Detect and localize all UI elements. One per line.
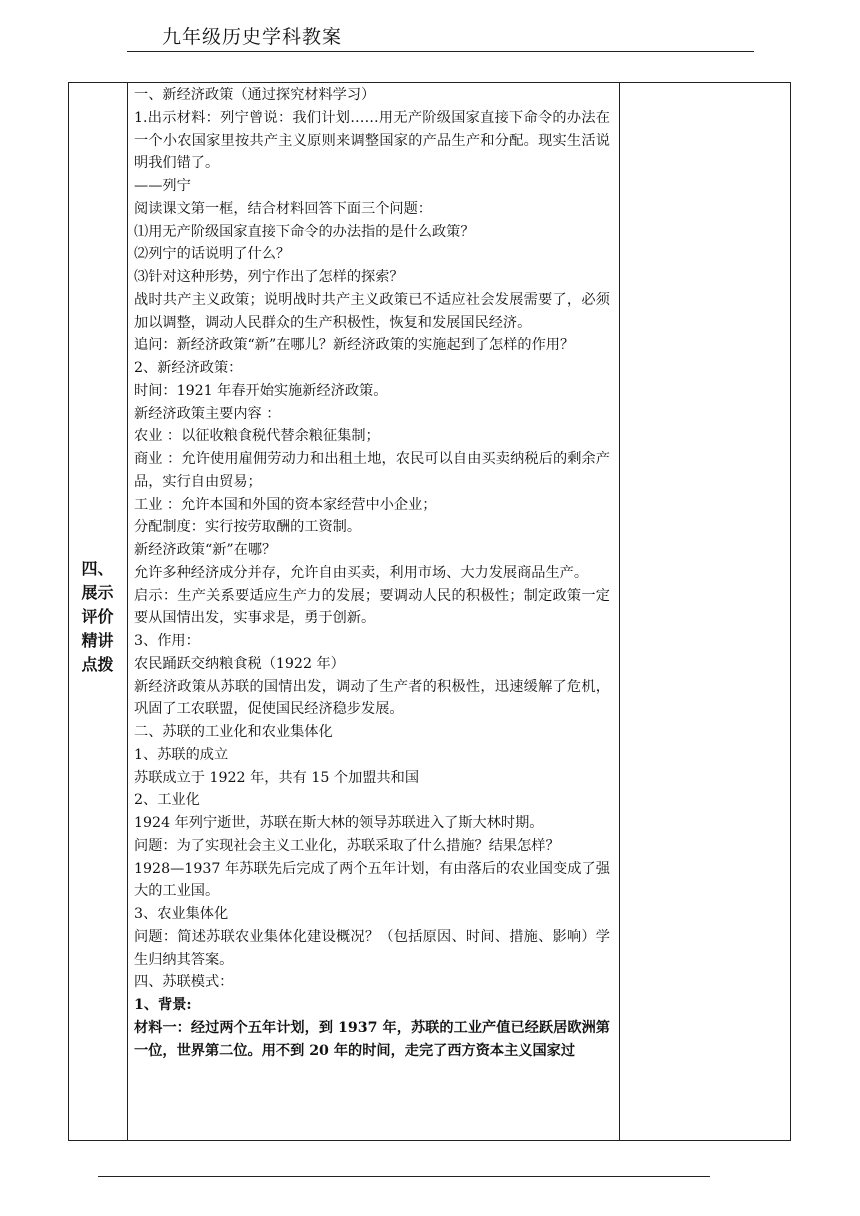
content-paragraph: 商业 ：允许使用雇佣劳动力和出租土地，农民可以自由买卖纳税后的剩余产品，实行自由贸易； [134,451,610,490]
section-label-line: 精讲 [81,631,114,650]
content-paragraph: ⑵列宁的话说明了什么？ [134,246,291,263]
content-paragraph: ⑴用无产阶级国家直接下命令的办法指的是什么政策？ [134,223,475,240]
lesson-content [134,84,610,1062]
content-paragraph: 阅读课文第一框，结合材料回答下面三个问题： [134,200,432,217]
content-paragraph: 1、苏联的成立 [134,746,229,763]
content-paragraph: 新经济政策“新”在哪？ [134,542,277,558]
content-paragraph: 1928—1937 年苏联先后完成了两个五年计划，有由落后的农业国变成了强大的工业国。 [134,860,610,900]
content-paragraph: ——列宁 [134,178,191,194]
content-paragraph: 1、背景: [134,997,192,1013]
content-paragraph: ⑶针对这种形势，列宁作出了怎样的探索？ [134,269,404,285]
content-paragraph: 一、新经济政策（通过探究材料学习） [134,87,376,103]
content-paragraph: 新经济政策主要内容 ： [134,405,281,422]
content-paragraph: 问题：简述苏联农业集体化建设概况？（包括原因、时间、措施、影响）学生归纳其答案。 [134,928,610,968]
content-paragraph: 分配制度：实行按劳取酬的工资制。 [134,519,362,536]
content-paragraph: 启示：生产关系要适应生产力的发展；要调动人民的积极性；制定政策一定要从国情出发，实事求是，勇于创新。 [134,587,610,627]
content-paragraph: 四、苏联模式： [134,974,234,991]
content-paragraph: 战时共产主义政策；说明战时共产主义政策已不适应社会发展需要了，必须加以调整，调动人民群众的生产积极性，恢复和发展国民经济。 [134,291,610,331]
content-paragraph: 农民踊跃交纳粮食税（1922 年） [134,655,345,672]
section-label-line: 评价 [81,607,114,626]
content-paragraph: 时间：1921 年春开始实施新经济政策。 [134,382,388,399]
content-paragraph: 苏联成立于 1922 年，共有 15 个加盟共和国 [134,769,420,786]
content-paragraph: 1924 年列宁逝世，苏联在斯大林的领导苏联进入了斯大林时期。 [134,815,544,831]
content-paragraph: 问题：为了实现社会主义工业化，苏联采取了什么措施？结果怎样？ [134,837,560,854]
footer-rule [98,1176,710,1177]
content-paragraph: 允许多种经济成分并存，允许自由买卖，利用市场、大力发展商品生产。 [134,564,589,581]
column-divider-right [619,82,620,1141]
content-paragraph: 追问：新经济政策“新”在哪儿？新经济政策的实施起到了怎样的作用？ [134,337,575,354]
page-header-title: 九年级历史学科教案 [162,26,343,48]
content-paragraph: 3、作用： [134,633,200,649]
content-paragraph: 材料一：经过两个五年计划，到 1937 年，苏联的工业产值已经跃居欧洲第一位，世界第二位。用不到 20 年的时间，走完了西方资本主义国家过 [134,1019,610,1059]
column-divider-left [127,82,128,1141]
content-paragraph: 工业 ：允许本国和外国的资本家经营中小企业； [134,496,437,513]
content-paragraph: 3、农业集体化 [134,906,229,922]
content-paragraph: 2、工业化 [134,792,200,809]
content-paragraph: 新经济政策从苏联的国情出发，调动了生产者的积极性，迅速缓解了危机，巩固了工农联盟，促使国民经济稳步发展。 [134,678,610,718]
section-label [68,557,127,677]
content-paragraph: 农业 ：以征收粮食税代替余粮征集制； [134,428,380,445]
section-label-line: 点拨 [81,655,114,674]
section-label-line: 四、 [81,559,114,578]
content-paragraph: 二、苏联的工业化和农业集体化 [134,724,333,740]
content-paragraph: 2、新经济政策： [134,360,243,376]
content-paragraph: 1.出示材料：列宁曾说：我们计划……用无产阶级国家直接下命令的办法在一个小农国家里按共产主义原则来调整国家的产品生产和分配。现实生活说明我们错了。 [134,109,610,172]
section-label-line: 展示 [81,583,114,602]
header-rule [127,51,754,52]
